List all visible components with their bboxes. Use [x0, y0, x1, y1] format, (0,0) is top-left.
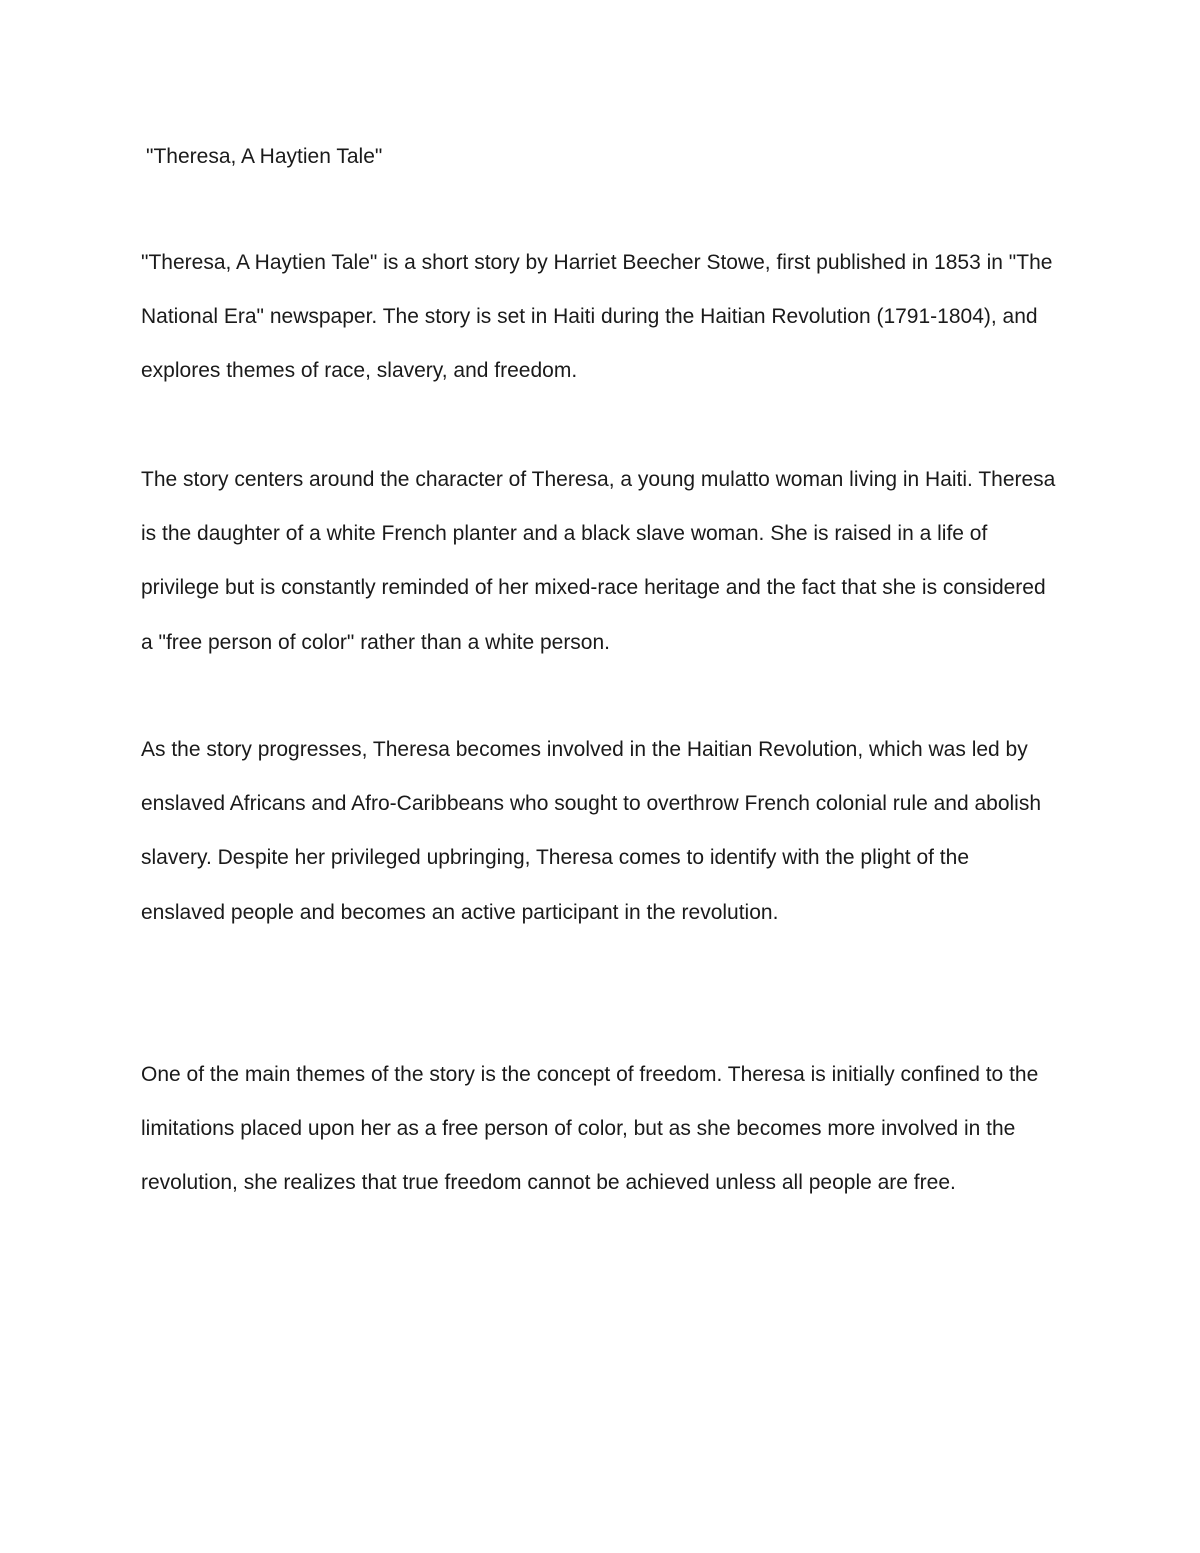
- paragraph-freedom-theme: One of the main themes of the story is the concept of freedom. Theresa is initially confined to the limitations placed upon her as a free person of color, but as she becomes more involved in the revolution, she realizes that true freedom cannot be achieved unless all people are free.: [141, 1063, 1039, 1195]
- paragraph-revolution: As the story progresses, Theresa becomes involved in the Haitian Revolution, which was led by enslaved Africans and Afro-Caribbeans who sought to overthrow French colonial rule and abolish slavery. Despite her privileged upbringing, Theresa comes to identify with the plight of the enslaved people and becomes an active participant in the revolution.: [141, 738, 1042, 924]
- document-title: "Theresa, A Haytien Tale": [146, 145, 383, 168]
- paragraph-character: The story centers around the character of Theresa, a young mulatto woman living in Haiti. Theresa is the daughter of a white French planter and a black slave woman. She is raised in a life of privilege but is constantly reminded of her mixed-race heritage and the fact that she is considered a "free person of color" rather than a white person.: [141, 468, 1056, 654]
- paragraph-intro: "Theresa, A Haytien Tale" is a short story by Harriet Beecher Stowe, first published in 1853 in "The National Era" newspaper. The story is set in Haiti during the Haitian Revolution (1791-1804), and explores themes of race, slavery, and freedom.: [141, 251, 1053, 383]
